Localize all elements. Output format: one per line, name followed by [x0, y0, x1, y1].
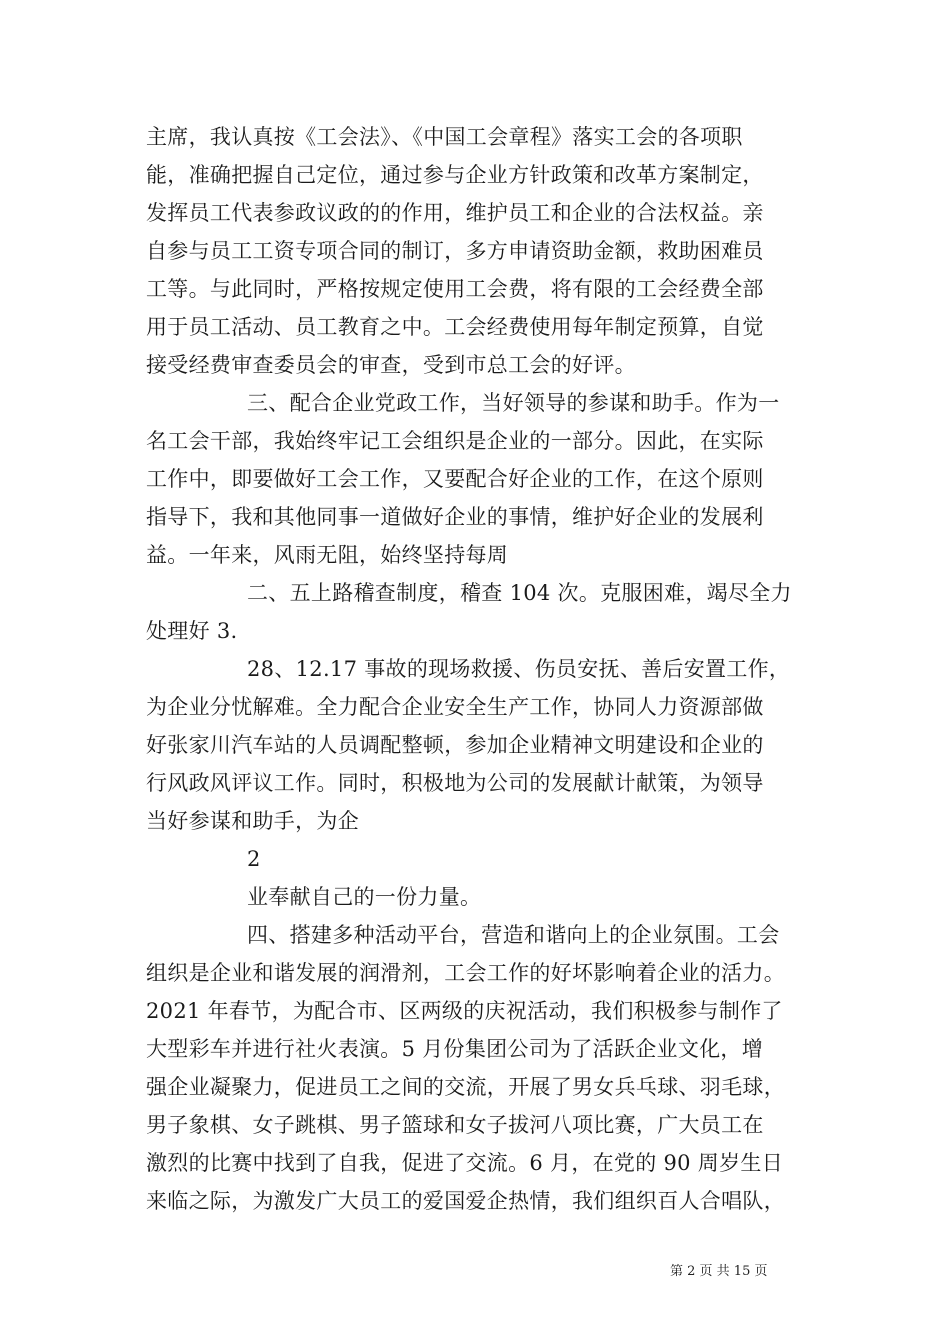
text-line: 处理好 3.	[146, 619, 238, 643]
text-line: 当好参谋和助手，为企	[146, 809, 359, 833]
text-line: 自参与员工工资专项合同的制订，多方申请资助金额，救助困难员	[146, 239, 764, 263]
text-line: 二、五上路稽查制度，稽查 104 次。克服困难，竭尽全力	[247, 581, 792, 605]
text-line: 能，准确把握自己定位，通过参与企业方针政策和改革方案制定，	[146, 163, 764, 187]
text-line: 主席，我认真按《工会法》、《中国工会章程》落实工会的各项职	[146, 125, 743, 149]
text-line: 激烈的比赛中找到了自我，促进了交流。6 月，在党的 90 周岁生日	[146, 1151, 784, 1175]
text-line: 四、搭建多种活动平台，营造和谐向上的企业氛围。工会	[247, 923, 780, 947]
text-line: 发挥员工代表参政议政的的作用，维护员工和企业的合法权益。亲	[146, 201, 764, 225]
text-line: 益。一年来，风雨无阻，始终坚持每周	[146, 543, 509, 567]
text-line: 业奉献自己的一份力量。	[247, 885, 482, 909]
page-footer: 第 2 页 共 15 页	[670, 1264, 768, 1279]
text-line: 好张家川汽车站的人员调配整顿，参加企业精神文明建设和企业的	[146, 733, 764, 757]
text-line: 用于员工活动、员工教育之中。工会经费使用每年制定预算，自觉	[146, 315, 764, 339]
text-line: 2021 年春节，为配合市、区两级的庆祝活动，我们积极参与制作了	[146, 999, 783, 1023]
text-line: 男子象棋、女子跳棋、男子篮球和女子拔河八项比赛，广大员工在	[146, 1113, 764, 1137]
text-line: 名工会干部，我始终牢记工会组织是企业的一部分。因此，在实际	[146, 429, 764, 453]
text-line: 28、12.17 事故的现场救援、伤员安抚、善后安置工作，	[247, 657, 791, 681]
text-line: 大型彩车并进行社火表演。5 月份集团公司为了活跃企业文化，增	[146, 1037, 764, 1061]
text-line: 强企业凝聚力，促进员工之间的交流，开展了男女兵乓球、羽毛球，	[146, 1075, 785, 1099]
inline-page-number: 2	[247, 847, 261, 871]
text-line: 组织是企业和谐发展的润滑剂，工会工作的好坏影响着企业的活力。	[146, 961, 785, 985]
text-line: 工等。与此同时，严格按规定使用工会费，将有限的工会经费全部	[146, 277, 764, 301]
text-line: 为企业分忧解难。全力配合企业安全生产工作，协同人力资源部做	[146, 695, 764, 719]
text-line: 工作中，即要做好工会工作，又要配合好企业的工作，在这个原则	[146, 467, 764, 491]
text-line: 三、配合企业党政工作，当好领导的参谋和助手。作为一	[247, 391, 780, 415]
text-line: 接受经费审查委员会的审查，受到市总工会的好评。	[146, 353, 636, 377]
text-line: 来临之际，为激发广大员工的爱国爱企热情，我们组织百人合唱队，	[146, 1189, 785, 1213]
text-line: 指导下，我和其他同事一道做好企业的事情，维护好企业的发展利	[146, 505, 764, 529]
text-line: 行风政风评议工作。同时，积极地为公司的发展献计献策，为领导	[146, 771, 764, 795]
